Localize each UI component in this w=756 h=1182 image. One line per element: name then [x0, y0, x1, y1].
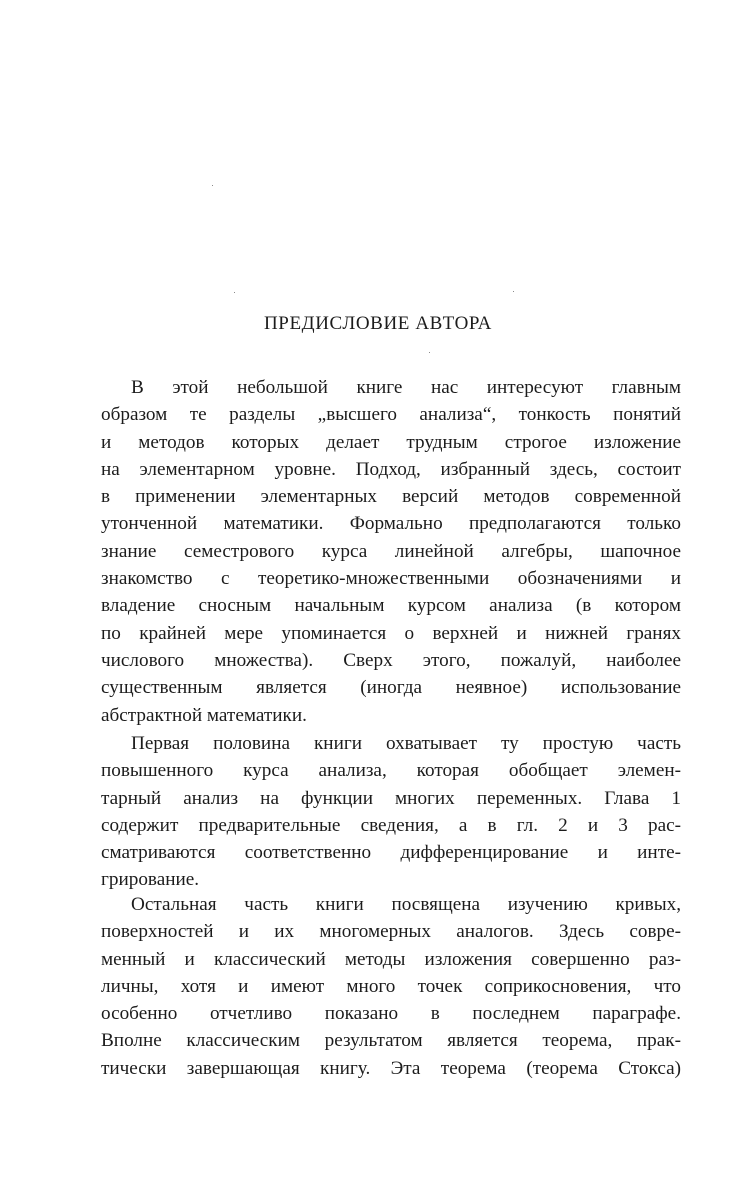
page-title: ПРЕДИСЛОВИЕ АВТОРА	[263, 313, 492, 334]
text-line: существенным является (иногда неявное) использование	[101, 677, 681, 699]
text-line: особенно отчетливо показано в последнем параграфе.	[101, 1003, 681, 1025]
text-line: тически завершающая книгу. Эта теорема (теорема Стокса)	[101, 1057, 681, 1079]
paragraph-3	[101, 891, 681, 1082]
text-line: на элементарном уровне. Подход, избранный здесь, состоит	[101, 458, 681, 480]
text-line: числового множества). Сверх этого, пожалуй, наиболее	[101, 649, 681, 671]
text-line: грирование.	[101, 869, 200, 891]
text-line: утонченной математики. Формально предполагаются только	[101, 513, 681, 535]
text-line: в применении элементарных версий методов современной	[101, 486, 681, 508]
text-line: В этой небольшой книге нас интересуют главным	[131, 377, 681, 398]
text-line: знание семестрового курса линейной алгебры, шапочное	[101, 540, 681, 562]
text-line: Остальная часть книги посвящена изучению кривых,	[131, 894, 681, 915]
text-line: содержит предварительные сведения, а в гл. 2 и 3 рас-	[101, 814, 681, 836]
paper-speck	[429, 352, 430, 353]
text-line: тарный анализ на функции многих переменных. Глава 1	[101, 787, 681, 809]
text-line: абстрактной математики.	[101, 704, 307, 726]
paragraph-1	[101, 374, 681, 729]
text-line: личны, хотя и имеют много точек соприкосновения, что	[101, 975, 681, 997]
paragraph-2	[101, 730, 681, 894]
paper-speck	[234, 292, 235, 293]
text-line: менный и классический методы изложения совершенно раз-	[101, 948, 681, 970]
paper-speck	[513, 291, 514, 292]
text-line: Вполне классическим результатом является теорема, прак-	[101, 1030, 681, 1052]
text-line: сматриваются соответственно дифференцирование и инте-	[101, 842, 681, 864]
text-line: Первая половина книги охватывает ту простую часть	[131, 733, 681, 754]
text-line: знакомство с теоретико-множественными обозначениями и	[101, 568, 681, 590]
text-line: образом те разделы „высшего анализа“, тонкость понятий	[101, 404, 681, 426]
text-line: и методов которых делает трудным строгое изложение	[101, 431, 681, 453]
text-line: повышенного курса анализа, которая обобщает элемен-	[101, 760, 681, 782]
text-line: владение сносным начальным курсом анализа (в котором	[101, 595, 681, 617]
text-line: поверхностей и их многомерных аналогов. Здесь совре-	[101, 921, 681, 943]
text-line: по крайней мере упоминается о верхней и нижней гранях	[101, 622, 681, 644]
paper-speck	[212, 185, 213, 186]
